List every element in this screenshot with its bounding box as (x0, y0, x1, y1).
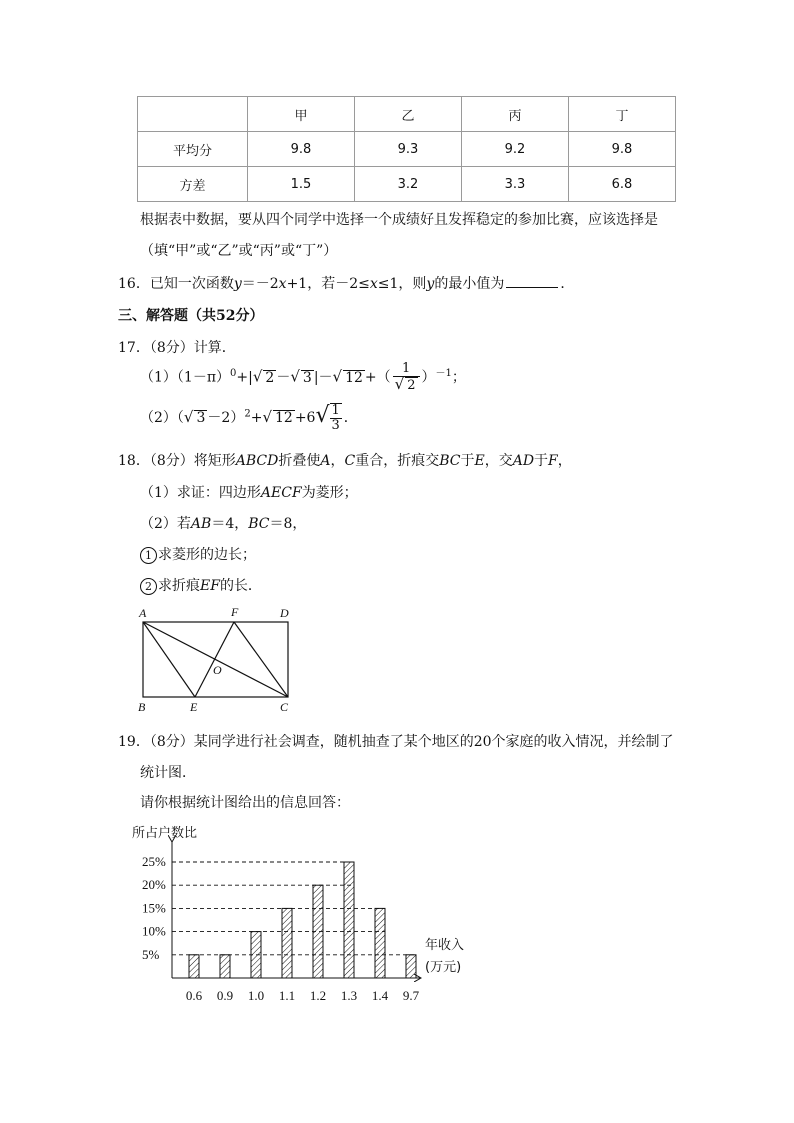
bar (251, 932, 261, 978)
q18-text: 为菱形； (301, 485, 358, 501)
radicand: 12 (275, 410, 293, 426)
math-label: ABCD (235, 453, 279, 469)
q16-text: ≤1，则 (377, 276, 427, 292)
math-label: A (320, 453, 331, 469)
y-tick-label: 10% (142, 923, 166, 939)
math-text: （2）（ (140, 410, 184, 426)
q19-line3: 请你根据统计图给出的信息回答： (140, 795, 350, 811)
x-tick-label: 0.6 (185, 988, 203, 1003)
question-number: 17． (118, 340, 150, 356)
question-number: 19． (118, 734, 150, 750)
denominator (393, 377, 420, 393)
bar (406, 955, 416, 978)
question-16 (118, 273, 574, 293)
circled-number: 2 (140, 578, 157, 595)
math-text: ） (421, 369, 436, 386)
math-text: ． (343, 410, 358, 426)
table-header-cell: 乙 (355, 97, 462, 132)
q18-text: 于 (534, 453, 549, 469)
math-label: AD (512, 453, 535, 469)
numerator: 1 (331, 403, 340, 418)
sqrt-icon: √ (332, 367, 343, 386)
table-row (138, 167, 676, 202)
score-table (137, 96, 676, 202)
q19-text: （8分）某同学进行社会调查，随机抽查了某个地区的20个家庭的收入情况，并绘制了 (149, 734, 674, 750)
x-axis-label: 年收入 (425, 938, 465, 953)
x-tick-label: 9.7 (402, 988, 420, 1003)
q18-text: 求折痕 (158, 578, 200, 594)
radicand: 3 (302, 369, 312, 386)
table-row (138, 132, 676, 167)
table-cell: 6.8 (569, 167, 676, 202)
q18-text: （1）求证：四边形 (140, 485, 261, 501)
table-cell: 9.8 (248, 132, 355, 167)
sqrt-icon: √ (290, 367, 300, 386)
radicand: 2 (265, 369, 275, 386)
math-text: ； (451, 369, 466, 386)
q18-sub1 (140, 544, 256, 564)
q16-text: 已知一次函数 (149, 276, 234, 292)
q18-text: ， (557, 453, 572, 469)
y-axis-label: 所占户数比 (132, 826, 198, 841)
math-text: +| (236, 369, 253, 386)
x-tick-label: 1.1 (278, 988, 296, 1003)
question-17 (118, 337, 236, 357)
math-text: －2） (207, 410, 245, 426)
fraction (330, 403, 342, 433)
q18-text: （8分）将矩形 (149, 453, 236, 469)
q18-text: 的长． (219, 578, 262, 594)
answer-blank[interactable] (506, 275, 558, 288)
y-tick-label: 25% (142, 854, 166, 869)
table-cell: 9.2 (462, 132, 569, 167)
label-d: D (280, 606, 289, 620)
sqrt-icon: √ (394, 375, 405, 393)
q18-text: 重合，折痕交 (355, 453, 440, 469)
fraction (393, 362, 420, 393)
y-tick-label: 5% (142, 946, 160, 962)
x-tick-label: 1.0 (247, 988, 265, 1003)
label-f: F (231, 605, 239, 619)
q18-text: ＝8， (269, 516, 307, 532)
q18-part2 (140, 513, 306, 533)
table-cell: 1.5 (248, 167, 355, 202)
q17-head: （8分）计算． (149, 340, 236, 356)
math-text: （1）（1－π） (140, 369, 231, 386)
math-label: BC (248, 516, 270, 532)
math-label: AECF (260, 485, 302, 501)
q18-text: 于 (460, 453, 475, 469)
math-label: EF (200, 578, 220, 594)
q18-text: （2）若 (140, 516, 191, 532)
bar (375, 908, 385, 978)
table-header-cell: 丁 (569, 97, 676, 132)
bar (313, 885, 323, 978)
q18-sub2 (140, 575, 262, 595)
q18-text: ＝4， (211, 516, 249, 532)
q17-part2 (140, 403, 358, 433)
q18-part1 (140, 482, 358, 502)
q15-line1: 根据表中数据，要从四个同学中选择一个成绩好且发挥稳定的参加比赛，应该选择是 (140, 212, 658, 228)
math-label: E (474, 453, 485, 469)
label-o: O (213, 663, 222, 677)
sqrt-icon: √ (183, 408, 194, 426)
sqrt-icon: √ (252, 367, 263, 386)
q16-text: ． (560, 276, 575, 292)
rectangle-diagram (130, 600, 310, 715)
numerator: 1 (393, 362, 420, 377)
q16-text: +1，若－2≤ (286, 276, 370, 292)
math-text: +（ (364, 369, 391, 386)
radicand: 12 (345, 369, 363, 386)
denominator: 3 (331, 418, 340, 433)
y-tick-label: 15% (142, 900, 166, 916)
x-axis-unit: (万元) (425, 960, 462, 975)
table-cell: 方差 (138, 167, 248, 202)
table-header-cell: 丙 (462, 97, 569, 132)
q18-text: 求菱形的边长； (158, 547, 256, 563)
sqrt-icon: √ (262, 408, 272, 426)
radicand: 3 (196, 410, 206, 426)
table-header-cell: 甲 (248, 97, 355, 132)
q19-line2: 统计图． (140, 765, 196, 781)
bar (282, 908, 292, 978)
table-cell: 9.3 (355, 132, 462, 167)
var-x: x (369, 276, 378, 292)
label-a: A (139, 606, 147, 620)
q16-text: 的最小值为 (434, 276, 505, 292)
math-label: C (344, 453, 356, 469)
table-header-row (138, 97, 676, 132)
q16-text: ＝－2 (241, 276, 279, 292)
var-x: x (278, 276, 287, 292)
radicand: 2 (407, 378, 416, 393)
diagonal-ac (143, 622, 288, 697)
question-number: 16． (118, 276, 150, 292)
x-tick-label: 0.9 (216, 988, 234, 1003)
table-header-cell (138, 97, 248, 132)
x-tick-label: 1.3 (340, 988, 358, 1003)
segment-fc (234, 622, 288, 697)
q17-part1 (140, 362, 466, 393)
var-y: y (233, 276, 242, 292)
math-text: |－ (313, 369, 333, 386)
math-text: +6 (294, 410, 316, 426)
q18-text: 折叠使 (278, 453, 321, 469)
bar (344, 862, 354, 978)
math-label: BC (439, 453, 461, 469)
table-cell: 3.2 (355, 167, 462, 202)
question-19 (118, 731, 674, 751)
question-number: 18． (118, 453, 150, 469)
segment-ae (143, 622, 195, 697)
label-e: E (190, 700, 198, 714)
sqrt-icon: √ (315, 403, 330, 428)
circled-number: 1 (140, 547, 157, 564)
label-c: C (280, 700, 289, 714)
exponent: 2 (244, 408, 251, 420)
y-tick-label: 20% (142, 877, 166, 893)
math-label: F (548, 453, 558, 469)
table-cell: 3.3 (462, 167, 569, 202)
var-y: y (426, 276, 435, 292)
math-text: + (250, 410, 263, 426)
table-cell: 9.8 (569, 132, 676, 167)
x-tick-label: 1.2 (309, 988, 327, 1003)
label-b: B (138, 700, 146, 714)
question-18 (118, 450, 572, 470)
math-label: AB (190, 516, 212, 532)
q18-text: ， (330, 453, 345, 469)
exponent: 0 (230, 367, 237, 379)
table-cell: 平均分 (138, 132, 248, 167)
income-bar-chart (120, 815, 480, 1005)
exponent: －1 (435, 367, 452, 379)
bar (220, 955, 230, 978)
q15-line2: （填“甲”或“乙”或“丙”或“丁”） (140, 243, 338, 259)
x-tick-label: 1.4 (371, 988, 389, 1003)
segment-ef (195, 622, 234, 697)
q18-text: ，交 (484, 453, 513, 469)
section-heading: 三、解答题（共52分） (118, 308, 264, 324)
math-text: － (276, 369, 291, 386)
bar (189, 955, 199, 978)
